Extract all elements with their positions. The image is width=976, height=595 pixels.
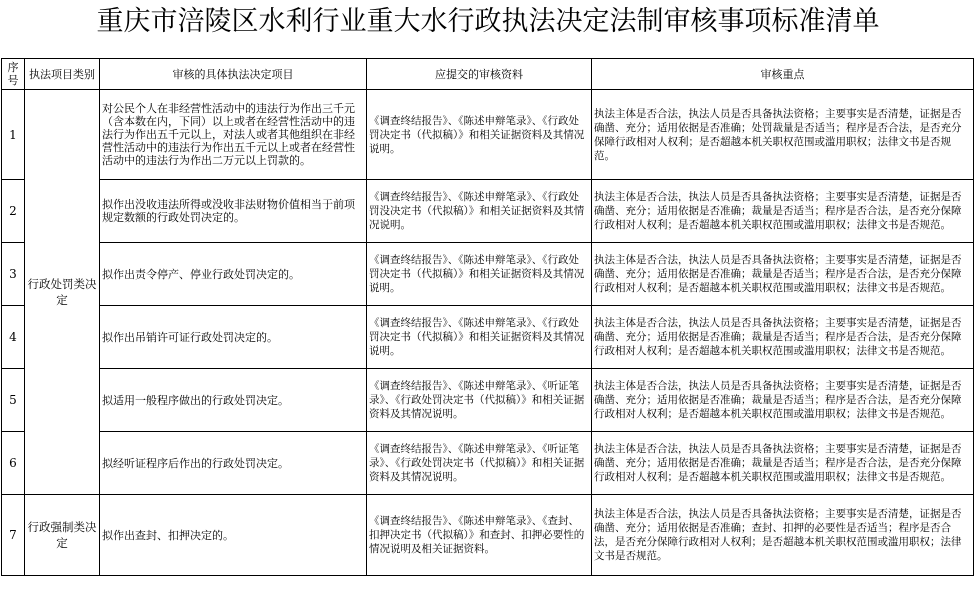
row-seq: 2	[2, 180, 25, 243]
row-seq: 3	[2, 243, 25, 306]
header-category: 执法项目类别	[25, 59, 100, 90]
row-points: 执法主体是否合法，执法人员是否具备执法资格；主要事实是否清楚，证据是否确凿、充分；适用依据是否准确；裁量是否适当；程序是否合法，是否充分保障行政相对人权利；是否超越本机关职权范围或滥用职权；法律文书是否规范。	[592, 306, 974, 369]
row-points: 执法主体是否合法，执法人员是否具备执法资格；主要事实是否清楚，证据是否确凿、充分；适用依据是否准确；裁量是否适当；程序是否合法，是否充分保障行政相对人权利；是否超越本机关职权范围或滥用职权；法律文书是否规范。	[592, 180, 974, 243]
row-points: 执法主体是否合法，执法人员是否具备执法资格；主要事实是否清楚，证据是否确凿、充分；适用依据是否准确；裁量是否适当；程序是否合法，是否充分保障行政相对人权利；是否超越本机关职权范围或滥用职权；法律文书是否规范。	[592, 432, 974, 495]
row-item: 对公民个人在非经营性活动中的违法行为作出三千元（含本数在内，下同）以上或者在经营性活动中的违法行为作出五千元以上，对法人或者其他组织在非经营性活动中的违法行为作出五千元以上或者在经营性活动中的违法行为作出二万元以上罚款的。	[100, 90, 367, 180]
table-row	[2, 306, 974, 369]
row-item: 拟经听证程序后作出的行政处罚决定。	[100, 432, 367, 495]
row-seq: 4	[2, 306, 25, 369]
row-item: 拟作出查封、扣押决定的。	[100, 495, 367, 576]
review-items-table	[1, 58, 974, 576]
row-seq: 7	[2, 495, 25, 576]
document-title: 重庆市涪陵区水利行业重大水行政执法决定法制审核事项标准清单	[96, 6, 880, 37]
table-row	[2, 432, 974, 495]
table-row	[2, 90, 974, 180]
table-row	[2, 180, 974, 243]
row-item: 拟作出吊销许可证行政处罚决定的。	[100, 306, 367, 369]
row-docs: 《调查终结报告》、《陈述申辩笔录》、《查封、扣押决定书（代拟稿）》和查封、扣押必要性的情况说明及相关证据资料。	[367, 495, 592, 576]
row-seq: 5	[2, 369, 25, 432]
row-item: 拟作出责令停产、停业行政处罚决定的。	[100, 243, 367, 306]
row-points: 执法主体是否合法，执法人员是否具备执法资格；主要事实是否清楚，证据是否确凿、充分；适用依据是否准确；处罚裁量是否适当；程序是否合法，是否充分保障行政相对人权利；是否超越本机关职权范围或滥用职权；法律文书是否规范。	[592, 90, 974, 180]
row-docs: 《调查终结报告》、《陈述申辩笔录》、《行政处罚决定书（代拟稿）》和相关证据资料及其情况说明。	[367, 243, 592, 306]
header-item: 审核的具体执法决定项目	[100, 59, 367, 90]
row-points: 执法主体是否合法，执法人员是否具备执法资格；主要事实是否清楚，证据是否确凿、充分；适用依据是否准确；裁量是否适当；程序是否合法，是否充分保障行政相对人权利；是否超越本机关职权范围或滥用职权；法律文书是否规范。	[592, 243, 974, 306]
category-penalty: 行政处罚类决定	[25, 90, 100, 495]
row-docs: 《调查终结报告》、《陈述申辩笔录》、《听证笔录》、《行政处罚决定书（代拟稿）》和相关证据资料及其情况说明。	[367, 369, 592, 432]
table-header-row	[2, 59, 974, 90]
header-points: 审核重点	[592, 59, 974, 90]
row-points: 执法主体是否合法，执法人员是否具备执法资格；主要事实是否清楚，证据是否确凿、充分；适用依据是否准确；裁量是否适当；程序是否合法，是否充分保障行政相对人权利；是否超越本机关职权范围或滥用职权；法律文书是否规范。	[592, 369, 974, 432]
table-row	[2, 369, 974, 432]
row-docs: 《调查终结报告》、《陈述申辩笔录》、《行政处罚没决定书（代拟稿）》和相关证据资料及其情况说明。	[367, 180, 592, 243]
row-seq: 1	[2, 90, 25, 180]
table-row	[2, 495, 974, 576]
row-item: 拟作出没收违法所得或没收非法财物价值相当于前项规定数额的行政处罚决定的。	[100, 180, 367, 243]
row-seq: 6	[2, 432, 25, 495]
row-docs: 《调查终结报告》、《陈述申辩笔录》、《行政处罚决定书（代拟稿）》和相关证据资料及其情况说明。	[367, 90, 592, 180]
header-seq: 序号	[2, 59, 25, 90]
row-docs: 《调查终结报告》、《陈述申辩笔录》、《行政处罚决定书（代拟稿）》和相关证据资料及其情况说明。	[367, 306, 592, 369]
row-item: 拟适用一般程序做出的行政处罚决定。	[100, 369, 367, 432]
header-docs: 应提交的审核资料	[367, 59, 592, 90]
category-enforcement: 行政强制类决定	[25, 495, 100, 576]
row-points: 执法主体是否合法，执法人员是否具备执法资格；主要事实是否清楚，证据是否确凿、充分；适用依据是否准确；查封、扣押的必要性是否适当；程序是否合法，是否充分保障行政相对人权利；是否超越本机关职权范围或滥用职权；法律文书是否规范。	[592, 495, 974, 576]
row-docs: 《调查终结报告》、《陈述申辩笔录》、《听证笔录》、《行政处罚决定书（代拟稿）》和相关证据资料及其情况说明。	[367, 432, 592, 495]
table-row	[2, 243, 974, 306]
